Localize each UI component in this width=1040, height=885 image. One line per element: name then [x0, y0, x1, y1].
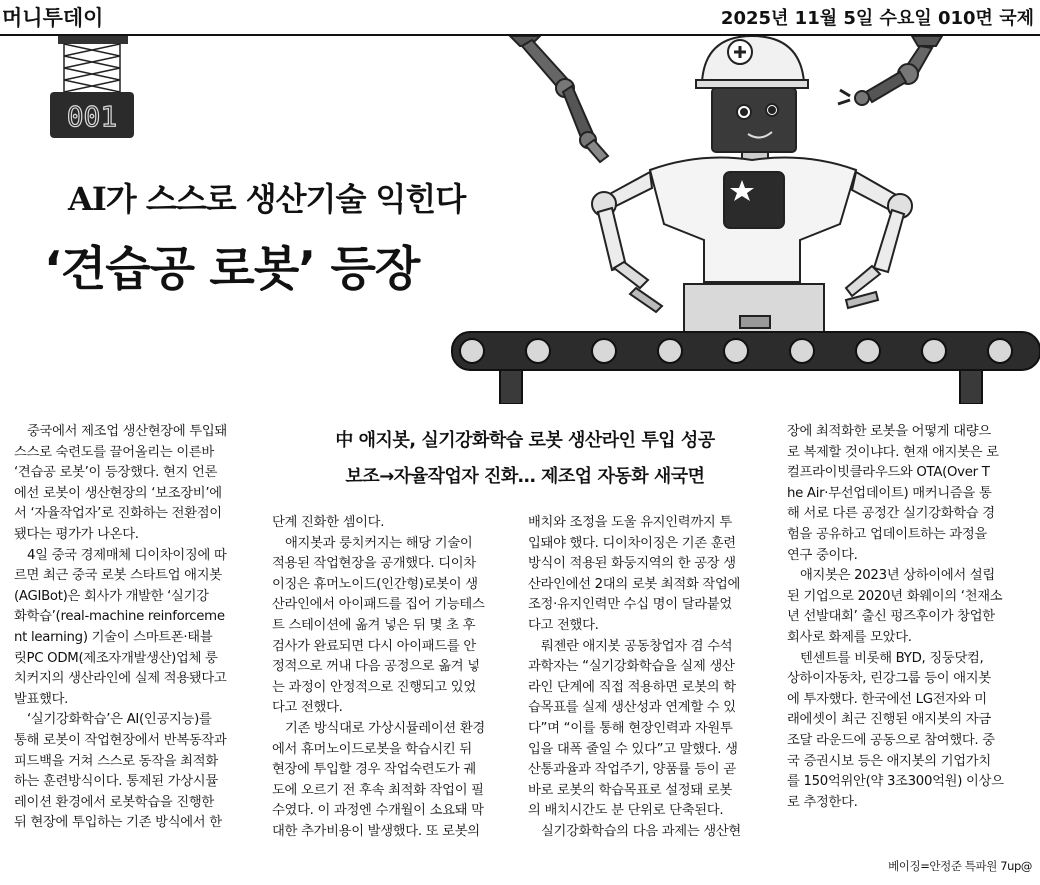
counter-display: 001	[66, 100, 118, 133]
article-text-line: 해 서로 다른 공정간 실기강화학습 경	[787, 506, 995, 522]
article-text-line: 를 150억위안(약 3조300억원) 이상으	[787, 774, 1004, 790]
article-text-line: 라인 단계에 직접 적용하면 로봇의 학	[528, 679, 736, 695]
article-text-line: 방식이 적용된 화둥지역의 한 공장 생	[528, 556, 736, 572]
article-text-line: 현장에 투입할 경우 작업숙련도가 궤	[272, 762, 476, 778]
article-text-line: (AGIBot)은 회사가 개발한 ‘실기강	[14, 588, 209, 604]
headline-line-1: AI가 스스로 생산기술 익힌다	[68, 180, 466, 218]
article-text-line: 된 기업으로 2020년 화웨이의 ‘천재소	[787, 588, 1003, 604]
article-text-line: 는 과정이 안정적으로 진행되고 있었	[272, 679, 476, 695]
article-text-line: 로 추정한다.	[787, 794, 858, 810]
headline-line-2: ‘견습공 로봇’ 등장	[44, 242, 420, 297]
article-text-line: 의 배치시간도 분 단위로 단축된다.	[528, 803, 724, 819]
article-text-line: 애지봇은 2023년 상하이에서 설립	[787, 568, 995, 584]
article-text-line: ‘견습공 로봇’이 등장했다. 현지 언론	[14, 465, 218, 481]
robot-illustration	[0, 36, 1040, 404]
article-text-line: 수였다. 이 과정엔 수개월이 소요돼 막	[272, 803, 484, 819]
article-text-line: 조정·유지인력만 수십 명이 달라붙었	[528, 597, 732, 613]
article-text-line: 연구 중이다.	[787, 547, 858, 563]
article-text-line: he Air·무선업데이트) 매커니즘을 통	[787, 485, 992, 501]
article-text-line: 4일 중국 경제매체 디이차이징에 따	[14, 547, 227, 563]
article-text-line: 애지봇과 룽치커지는 해당 기술이	[272, 535, 473, 551]
article-text-line: 입을 대폭 줄일 수 있다”고 말했다. 생	[528, 741, 738, 757]
conveyor-belt	[452, 332, 1040, 404]
article-text-line: 국 증권시보 등은 애지봇의 기업가치	[787, 753, 991, 769]
article-text-line: 단계 진화한 셈이다.	[272, 515, 385, 530]
article-text-line: 년 선발대회’ 출신 펑즈후이가 창업한	[787, 609, 995, 625]
article-text-line: 피드백을 거쳐 스스로 동작을 최적화	[14, 753, 218, 769]
article-text-line: 통해 로봇이 작업현장에서 반복동작과	[14, 732, 227, 748]
article-text-line: 중국에서 제조업 생산현장에 투입돼	[14, 424, 227, 439]
article-text-line: 트 스테이션에 옮겨 넣은 뒤 몇 초 후	[272, 617, 476, 633]
article-column-3	[528, 513, 770, 843]
article-text-line: 실기강화학습의 다음 과제는 생산현	[528, 823, 741, 839]
article-text-line: 정적으로 꺼내 다음 공정으로 옮겨 넣	[272, 659, 480, 675]
article-text-line: 하는 훈련방식이다. 통제된 가상시뮬	[14, 774, 218, 790]
article-text-line: ‘실기강화학습’은 AI(인공지능)를	[14, 712, 212, 728]
article-text-line: 조달 라운드에 공동으로 참여했다. 중	[787, 732, 995, 748]
article-text-line: 바로 로봇의 학습목표로 설정돼 로봇	[528, 782, 732, 798]
left-robot-arm	[510, 36, 608, 162]
article-text-line: 래에셋이 최근 진행된 애지봇의 자금	[787, 712, 991, 728]
article-text-line: 다”며 “이를 통해 현장인력과 자원투	[528, 720, 733, 736]
article-text-line: 르면 최근 중국 로봇 스타트업 애지봇	[14, 568, 222, 584]
article-text-line: 산통과율과 작업주기, 양품률 등이 곧	[528, 762, 736, 778]
article-text-line: nt learning) 기술이 스마트폰·태블	[14, 629, 213, 645]
article-text-line: 됐다는 평가가 나온다.	[14, 526, 139, 542]
article-text-line: 치커지의 생산라인에 실제 적용됐다고	[14, 671, 227, 687]
article-text-line: 험을 공유하고 업데이트하는 과정을	[787, 526, 987, 542]
article-text-line: 장에 최적화한 로봇을 어떻게 대량으	[787, 424, 991, 439]
article-text-line: 에서 휴머노이드로봇을 학습시킨 뒤	[272, 741, 472, 757]
article-text-line: 뒤 현장에 투입하는 기존 방식에서 한	[14, 815, 222, 831]
article-text-line: 산라인에선 2대의 로봇 최적화 작업에	[528, 576, 741, 592]
byline: 베이징=안정준 특파원 7up@	[888, 859, 1032, 873]
issue-date-page: 2025년 11월 5일 수요일 010면 국제	[720, 8, 1034, 29]
hanging-counter	[50, 36, 134, 138]
article-text-line: 서 ‘자율작업자’로 진화하는 전환점이	[14, 506, 222, 522]
article-text-line: 에선 로봇이 생산현장의 ‘보조장비’에	[14, 485, 222, 501]
article-text-line: 적용된 작업현장을 공개했다. 디이차	[272, 556, 476, 572]
article-column-1	[14, 422, 258, 834]
article-text-line: 상하이자동차, 린강그룹 등이 애지봇	[787, 671, 991, 687]
article-text-line: 릿PC ODM(제조자개발생산)업체 룽	[14, 650, 218, 666]
article-text-line: 도에 오르기 전 후속 최적화 작업이 필	[272, 782, 484, 798]
newspaper-name: 머니투데이	[2, 6, 104, 30]
article-text-line: 화학습’(real-machine reinforceme	[14, 609, 225, 625]
article-text-line: 레이션 환경에서 로봇학습을 진행한	[14, 794, 214, 810]
article-text-line: 기존 방식대로 가상시뮬레이션 환경	[272, 720, 485, 736]
article-text-line: 입돼야 했다. 디이차이징은 기존 훈련	[528, 535, 736, 551]
article-text-line: 산라인에서 아이패드를 집어 기능테스	[272, 597, 485, 613]
article-text-line: 다고 전했다.	[272, 700, 343, 716]
humanoid-robot	[592, 36, 912, 332]
article-text-line: 뤄젠란 애지봇 공동창업자 겸 수석	[528, 638, 733, 654]
article-text-line: 텐센트를 비롯해 BYD, 징둥닷컴,	[787, 650, 984, 666]
article-column-4	[787, 422, 1029, 813]
article-column-2	[272, 513, 514, 843]
article-text-line: 로 복제할 것이냐다. 현재 애지봇은 로	[787, 444, 999, 460]
masthead	[0, 0, 1040, 36]
article-text-line: 컬프라이빗클라우드와 OTA(Over T	[787, 465, 990, 481]
article-text-line: 검사가 완료되면 다시 아이패드를 안	[272, 638, 476, 654]
right-robot-arm	[838, 36, 942, 105]
article-text-line: 습목표를 실제 생산성과 연계할 수 있	[528, 700, 736, 716]
subheadline-line-2: 보조→자율작업자 진화… 제조업 자동화 새국면	[345, 466, 705, 487]
article-text-line: 대한 추가비용이 발생했다. 또 로봇의	[272, 823, 480, 839]
article-text-line: 발표했다.	[14, 691, 69, 707]
article-text-line: 과학자는 “실기강화학습을 실제 생산	[528, 659, 735, 675]
article-text-line: 에 투자했다. 한국에선 LG전자와 미	[787, 691, 987, 707]
article-text-line: 배치와 조정을 도울 유지인력까지 투	[528, 515, 732, 530]
article-text-line: 이징은 휴머노이드(인간형)로봇이 생	[272, 576, 478, 592]
article-text-line: 다고 전했다.	[528, 617, 599, 633]
article-text-line: 회사로 화제를 모았다.	[787, 629, 912, 645]
subheadline-line-1: 中 애지봇, 실기강화학습 로봇 생산라인 투입 성공	[335, 430, 715, 451]
article-text-line: 스스로 숙련도를 끌어올리는 이른바	[14, 444, 214, 460]
